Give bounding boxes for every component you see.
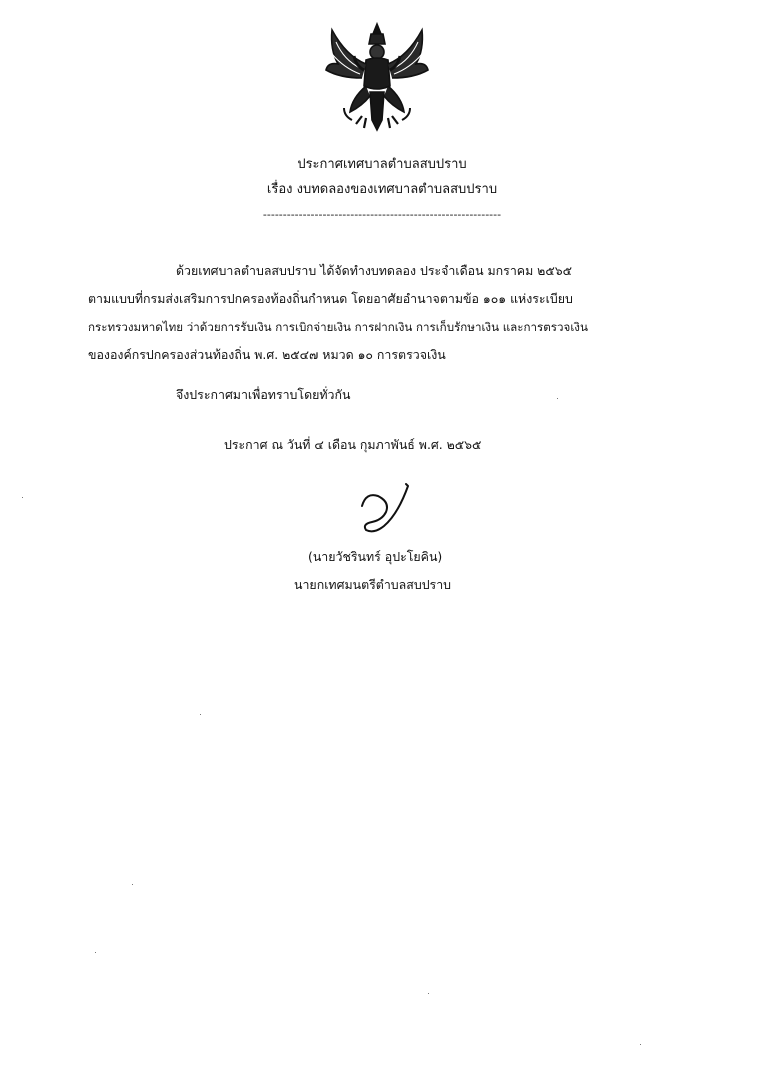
scan-speck (95, 952, 96, 953)
scan-speck (640, 1044, 641, 1045)
announce-line: จึงประกาศมาเพื่อทราบโดยทั่วกัน (176, 387, 351, 402)
signature-icon (352, 478, 414, 540)
scan-speck (557, 398, 558, 399)
document-subject: เรื่อง งบทดลองของเทศบาลตำบลสบปราบ (266, 182, 498, 197)
body-line-3: กระทรวงมหาดไทย ว่าด้วยการรับเงิน การเบิกจ่ายเงิน การฝากเงิน การเก็บรักษาเงิน และการตรวจเงิน (88, 320, 588, 334)
signatory-name: (นายวัชรินทร์ อุปะโยคิน) (308, 549, 443, 564)
body-line-4: ขององค์กรปกครองส่วนท้องถิ่น พ.ศ. ๒๕๔๗ หมวด ๑๐ การตรวจเงิน (88, 347, 446, 362)
date-line: ประกาศ ณ วันที่ ๔ เดือน กุมภาพันธ์ พ.ศ. ๒๕๖๕ (224, 437, 482, 452)
scan-speck (22, 497, 23, 498)
scan-speck (428, 993, 429, 994)
separator-line: ------------------------------------------------------------ (262, 208, 502, 221)
document-title: ประกาศเทศบาลตำบลสบปราบ (297, 157, 467, 172)
scan-speck (200, 714, 201, 715)
signatory-position: นายกเทศมนตรีตำบลสบปราบ (294, 577, 452, 592)
garuda-emblem-icon (322, 20, 432, 135)
scan-speck (132, 884, 133, 885)
body-line-1: ด้วยเทศบาลตำบลสบปราบ ได้จัดทำงบทดลอง ประจำเดือน มกราคม ๒๕๖๕ (176, 263, 572, 278)
body-line-2: ตามแบบที่กรมส่งเสริมการปกครองท้องถิ่นกำหนด โดยอาศัยอำนาจตามข้อ ๑๐๑ แห่งระเบียบ (88, 291, 573, 306)
